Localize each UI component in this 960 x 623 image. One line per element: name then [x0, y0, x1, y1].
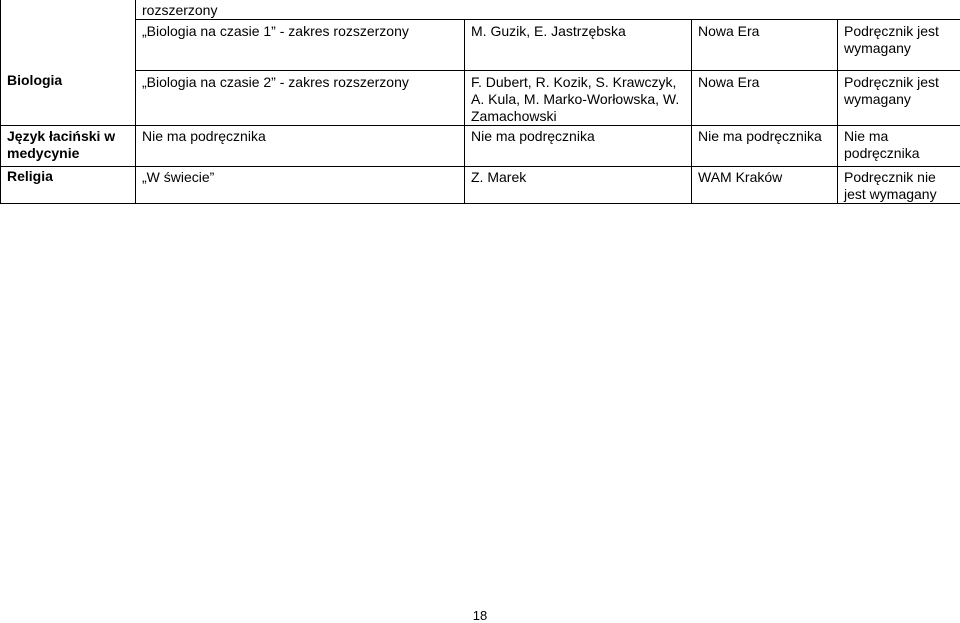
table-row [1, 167, 960, 204]
status-text: Podręcznik [844, 169, 914, 185]
page-number: 18 [472, 608, 488, 623]
publisher-cell: Nowa Era [692, 20, 838, 71]
table-row [1, 20, 960, 71]
title-cell: Nie ma podręcznika [136, 126, 465, 167]
subject-cell: Biologia [1, 71, 136, 126]
title-cell: „W świecie” [136, 167, 465, 204]
status-cell: Nie ma podręcznika [838, 126, 960, 167]
authors-cell: M. Guzik, E. Jastrzębska [465, 20, 692, 71]
subject-cell [1, 20, 136, 71]
title-cell: „Biologia na czasie 1” - zakres rozszerzony [136, 20, 465, 71]
authors-cell: Z. Marek [465, 167, 692, 204]
authors-cell: Nie ma podręcznika [465, 126, 692, 167]
subject-cell [1, 0, 136, 20]
table-row [1, 0, 960, 20]
publisher-cell: Nowa Era [692, 71, 838, 126]
publisher-cell: WAM Kraków [692, 167, 838, 204]
status-cell: Podręcznik jest wymagany [838, 71, 960, 126]
subject-cell: Język łaciński w medycynie [1, 126, 136, 167]
table-row [1, 126, 960, 167]
textbook-table [0, 0, 960, 204]
authors-cell: F. Dubert, R. Kozik, S. Krawczyk, A. Kula, M. Marko-Worłowska, W. Zamachowski [465, 71, 692, 126]
title-cell: „Biologia na czasie 2” - zakres rozszerzony [136, 71, 465, 126]
table-row [1, 71, 960, 126]
status-cell [838, 167, 960, 204]
status-text: jest wymagany [844, 186, 937, 202]
publisher-cell: Nie ma podręcznika [692, 126, 838, 167]
title-cell: rozszerzony [136, 0, 960, 20]
subject-cell: Religia [1, 167, 136, 204]
status-emphasis: nie [917, 169, 936, 185]
status-cell: Podręcznik jest wymagany [838, 20, 960, 71]
